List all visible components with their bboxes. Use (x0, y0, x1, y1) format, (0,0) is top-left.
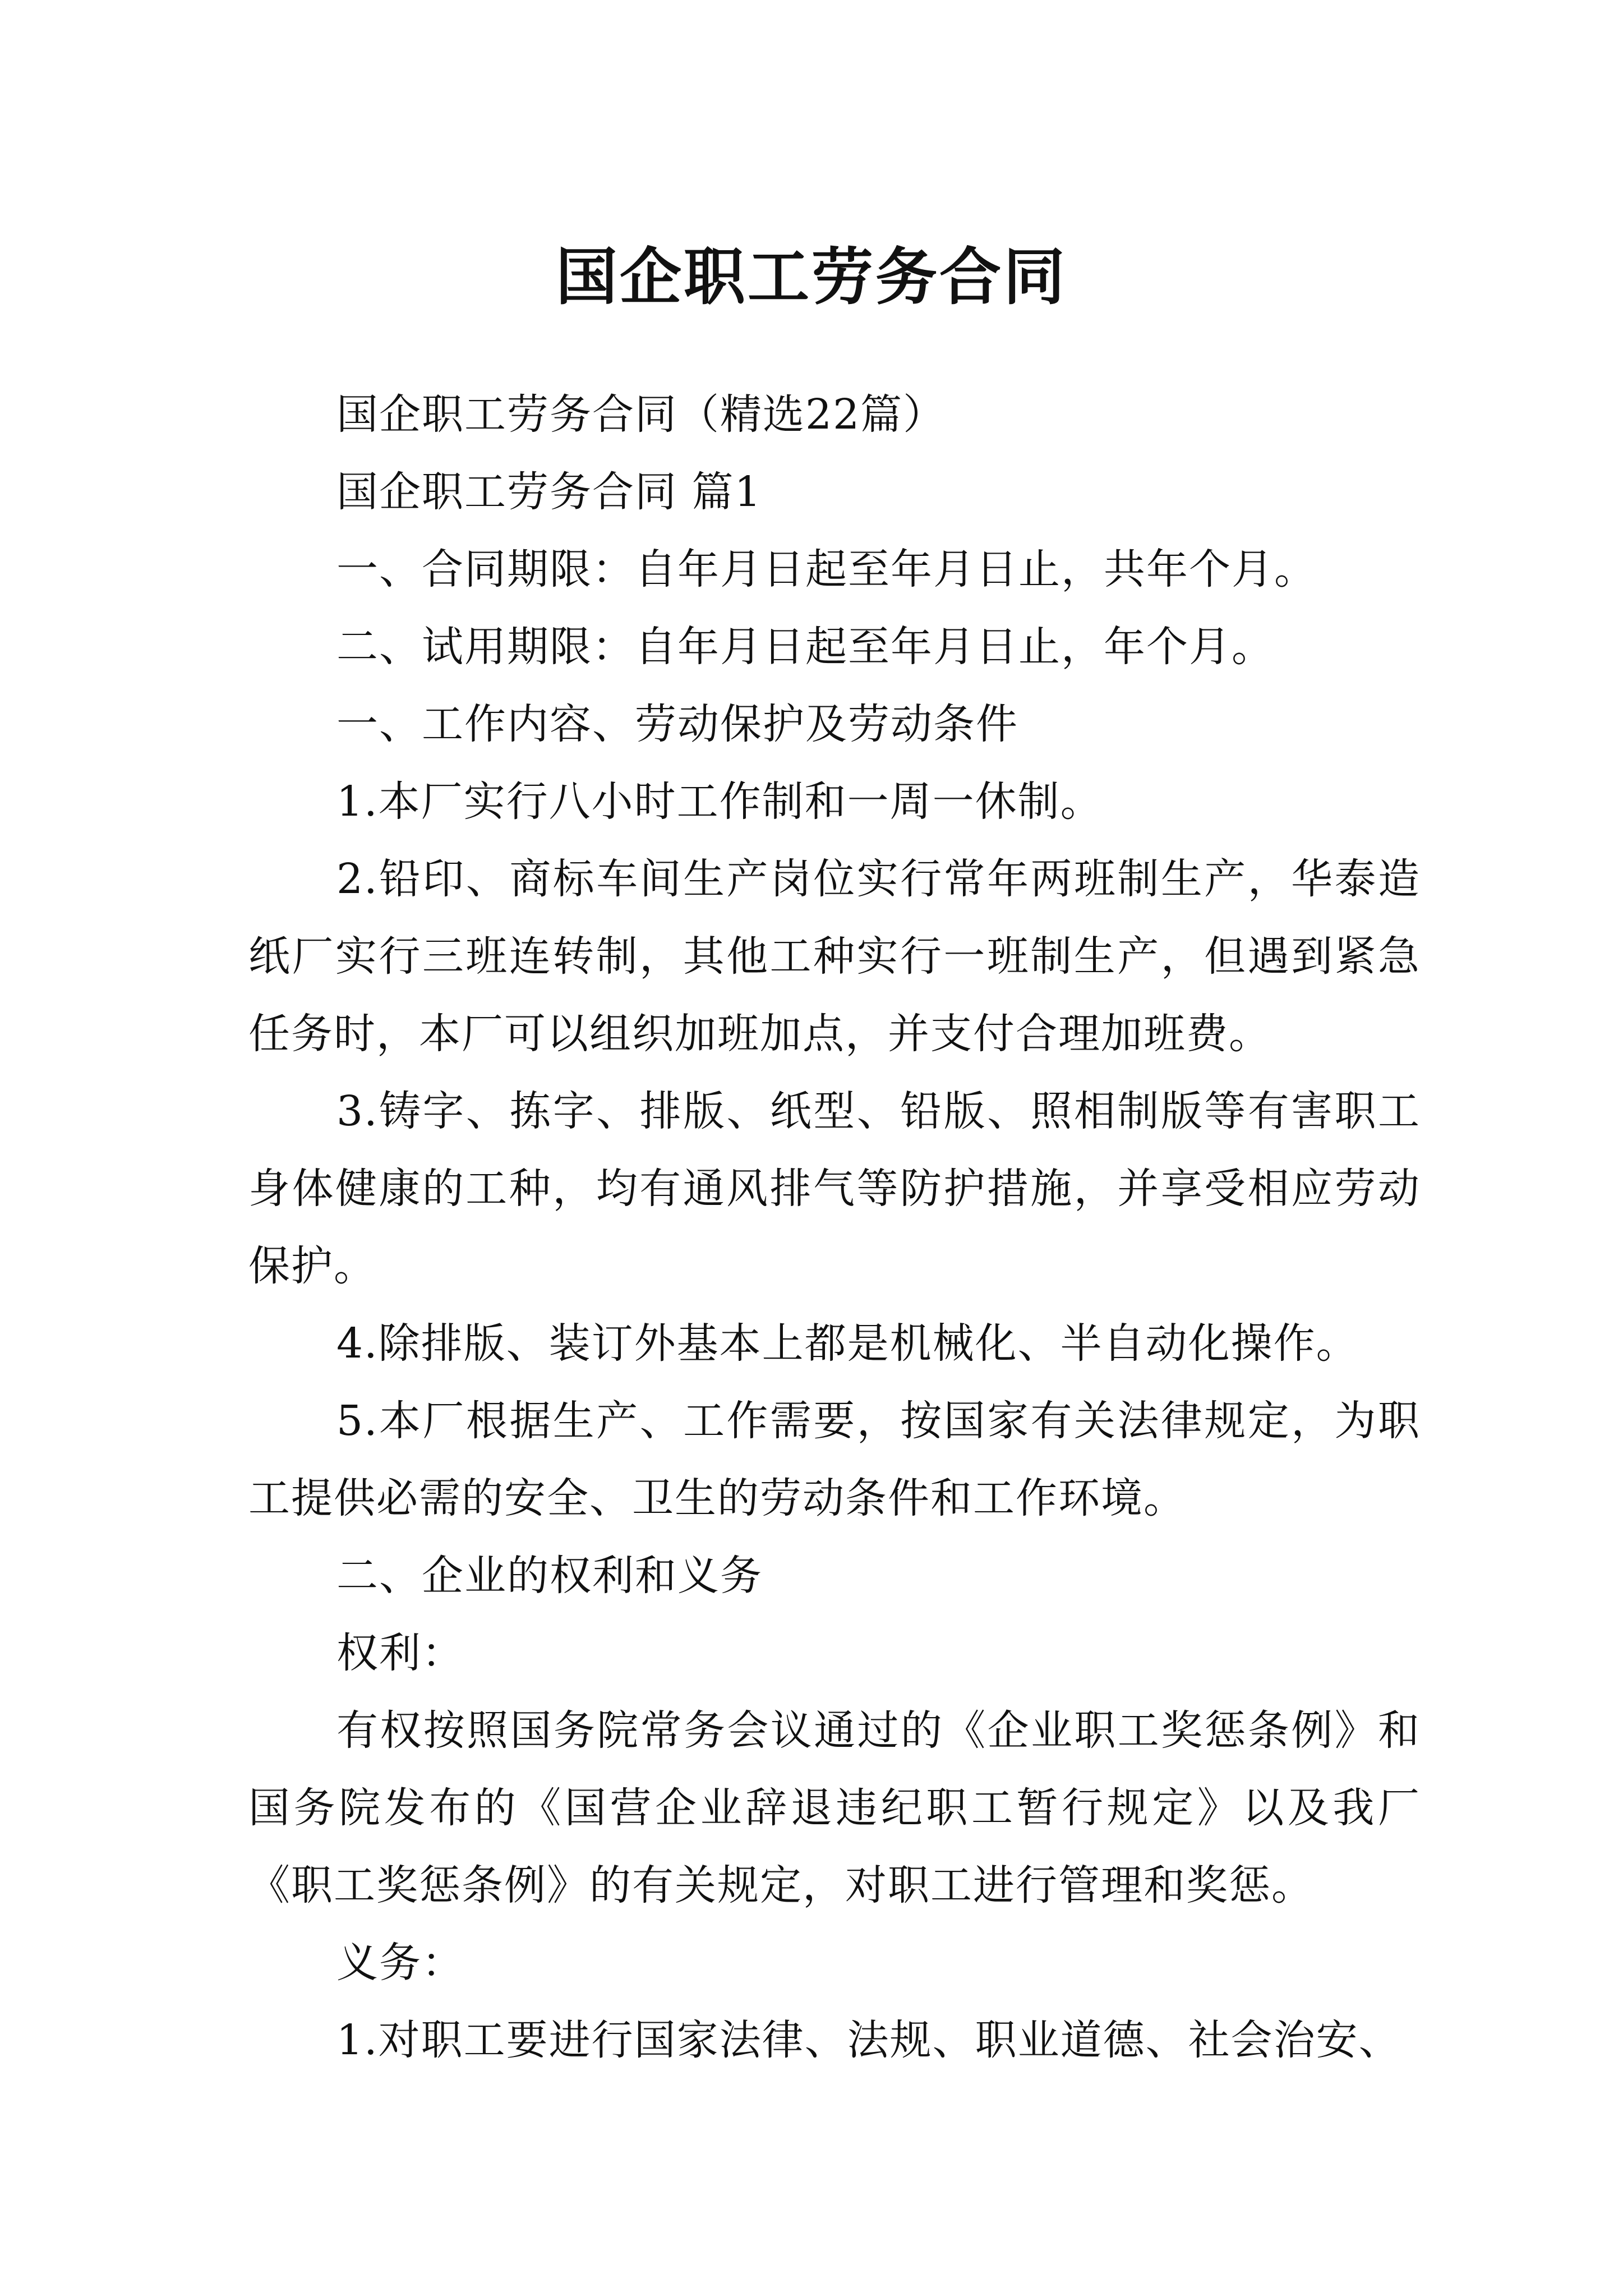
paragraph-probation-term: 二、试用期限：自年月日起至年月日止，年个月。 (336, 623, 1274, 671)
paragraph-item-5: 5.本厂根据生产、工作需要，按国家有关法律规定，为职工提供必需的安全、卫生的劳动条件和工作环境。 (248, 1397, 1421, 1522)
paragraph-item-3: 3.铸字、拣字、排版、纸型、铅版、照相制版等有害职工身体健康的工种，均有通风排气等防护措施，并享受相应劳动保护。 (248, 1087, 1421, 1290)
paragraph-subtitle: 国企职工劳务合同（精选22篇） (336, 390, 946, 439)
paragraph-heading-work-content: 一、工作内容、劳动保护及劳动条件 (336, 700, 1018, 748)
paragraph-item-2: 2.铅印、商标车间生产岗位实行常年两班制生产，华泰造纸厂实行三班连转制，其他工种实行一班制生产，但遇到紧急任务时，本厂可以组织加班加点，并支付合理加班费。 (248, 855, 1421, 1058)
paragraph-item-4: 4.除排版、装订外基本上都是机械化、半自动化操作。 (336, 1319, 1359, 1368)
paragraph-item-1: 1.本厂实行八小时工作制和一周一休制。 (336, 777, 1103, 826)
document-title: 国企职工劳务合同 (556, 240, 1067, 313)
paragraph-section-heading: 国企职工劳务合同 篇1 (336, 468, 762, 516)
paragraph-contract-term: 一、合同期限：自年月日起至年月日止，共年个月。 (336, 545, 1317, 593)
paragraph-duties-item-1: 1.对职工要进行国家法律、法规、职业道德、社会治安、 (336, 2016, 1401, 2064)
paragraph-rights-label: 权利： (336, 1629, 464, 1677)
document-body (248, 376, 1421, 2079)
paragraph-heading-rights-duties: 二、企业的权利和义务 (336, 1552, 763, 1600)
paragraph-rights-text: 有权按照国务院常务会议通过的《企业职工奖惩条例》和国务院发布的《国营企业辞退违纪职工暂行规定》以及我厂《职工奖惩条例》的有关规定，对职工进行管理和奖惩。 (248, 1706, 1421, 1910)
paragraph-duties-label: 义务： (336, 1939, 464, 1987)
